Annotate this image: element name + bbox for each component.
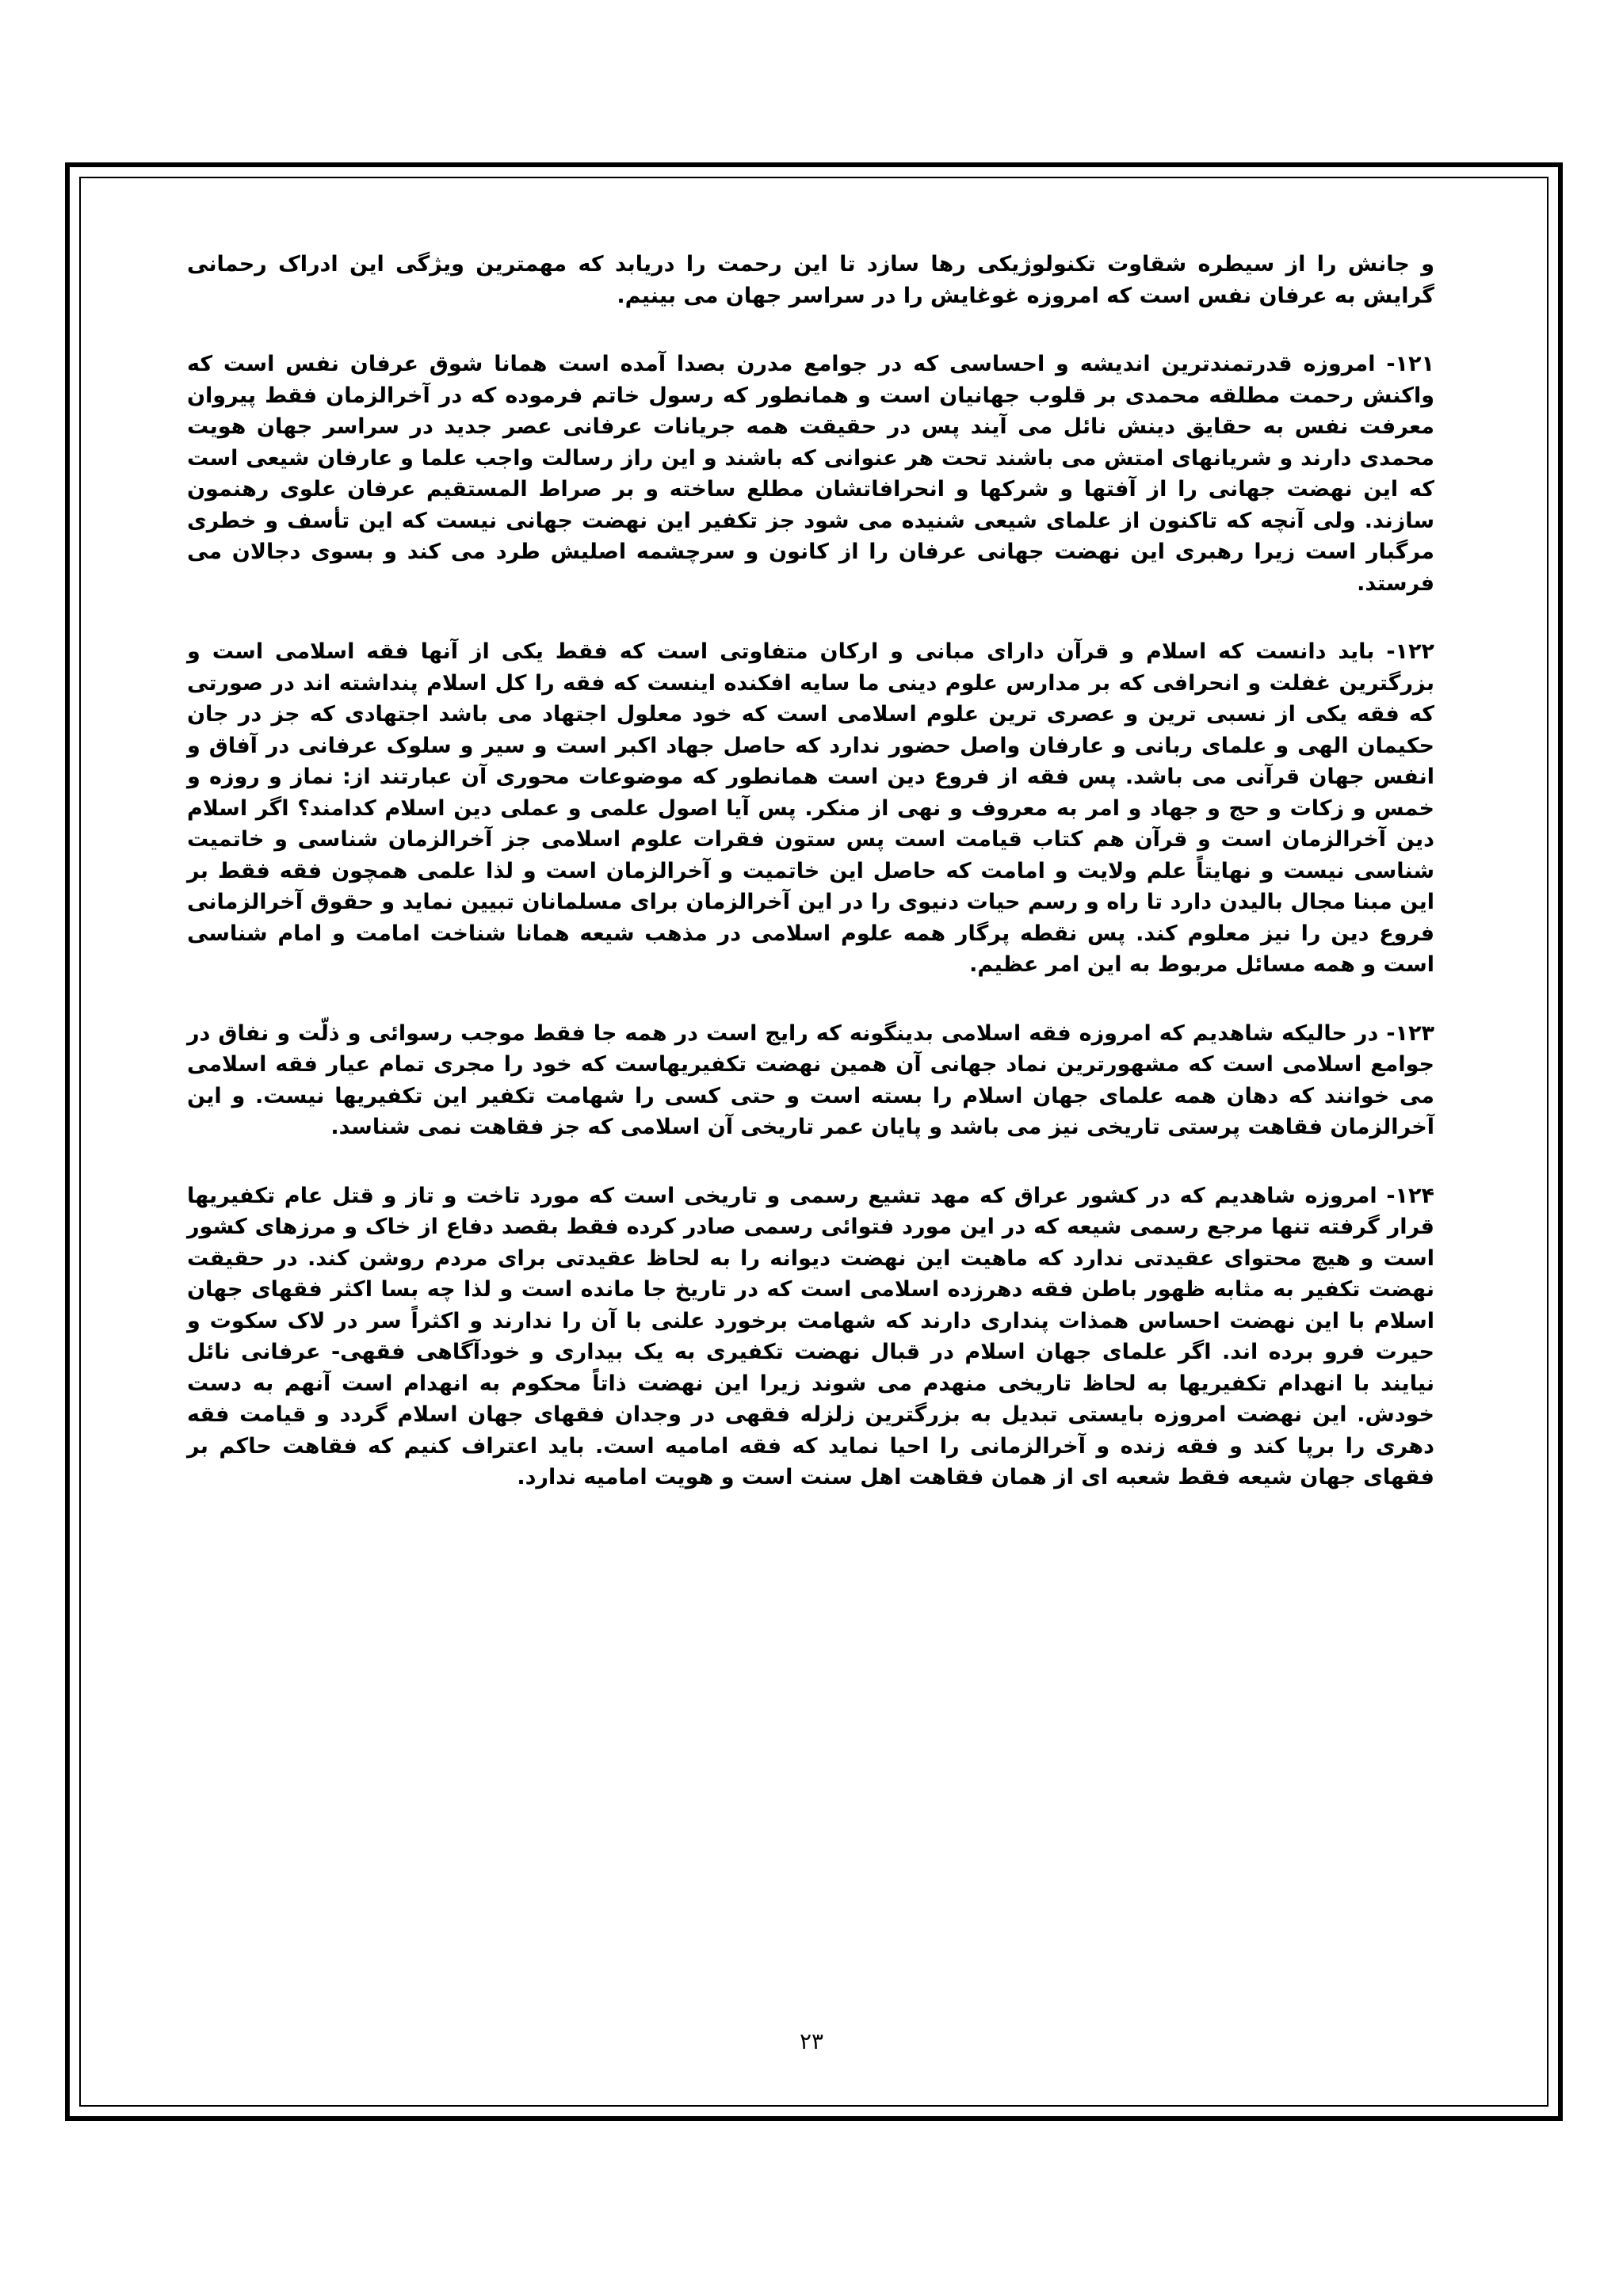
paragraph-continuation: و جانش را از سیطره شقاوت تکنولوژیکی رها سازد تا این رحمت را دریابد که مهمترین ویژگی این ادراک رحمانی گرایش به عرفان نفس است که امروزه غوغایش را در سراسر جهان می بینیم. bbox=[187, 252, 1434, 308]
page-number: ۲۳ bbox=[799, 2028, 824, 2054]
paragraph-122: ۱۲۲- باید دانست که اسلام و قرآن دارای مبانی و ارکان متفاوتی است که فقط یکی از آنها فقه اسلامی است و بزرگترین غفلت و انحرافی که بر مدارس علوم دینی ما سایه افکنده اینست که فقه را کل اسلام پنداشته اند در صورتی که فقه یکی از نسبی ترین و عصری ترین علوم اسلامی است که خود معلول اجتهاد می باشد اجتهادی که جز در جان حکیمان الهی و علمای ربانی و عارفان واصل حضور ندارد که حاصل جهاد اکبر است و سیر و سلوک عرفانی در آفاق و انفس جهان قرآنی می باشد. پس فقه از فروع دین است همانطور که موضوعات محوری آن عبارتند از: نماز و روزه و خمس و زکات و حج و جهاد و امر به معروف و نهی از منکر. پس آیا اصول علمی و عملی دین اسلام کدامند؟ اگر اسلام دین آخرالزمان است و قرآن هم کتاب قیامت است پس ستون فقرات علوم اسلامی جز آخرالزمان شناسی و خاتمیت شناسی نیست و نهایتاً علم ولایت و امامت که حاصل این خاتمیت و آخرالزمان است و لذا علمی همچون فقه فقط بر این مبنا مجال بالیدن دارد تا راه و رسم حیات دنیوی را در این آخرالزمان برای مسلمانان تبیین نماید و حقوق آخرالزمانی فروع دین را نیز معلوم کند. پس نقطه پرگار همه علوم اسلامی در مذهب شیعه همانا شناخت امامت و امام شناسی است و همه مسائل مربوط به این امر عظیم. bbox=[187, 639, 1434, 977]
paragraph-121: ۱۲۱- امروزه قدرتمندترین اندیشه و احساسی که در جوامع مدرن بصدا آمده است همانا شوق عرفان نفس است که واکنش رحمت مطلقه محمدی بر قلوب جهانیان است و همانطور که رسول خاتم فرموده که در آخرالزمان فقط پیروان معرفت نفس به حقایق دینش نائل می آیند پس در حقیقت همه جریانات عرفانی عصر جدید در سراسر جهان هویت محمدی دارند و شریانهای امتش می باشند تحت هر عنوانی که باشند و این راز رسالت واجب علما و عارفان شیعی است که این نهضت جهانی را از آفتها و شرکها و انحرافاتشان مطلع ساخته و بر صراط المستقیم عرفان علوی رهنمون سازند. ولی آنچه که تاکنون از علمای شیعی شنیده می شود جز تکفیر این نهضت جهانی نیست که این تأسف و خطری مرگبار است زیرا رهبری این نهضت جهانی عرفان را از کانون و سرچشمه اصلیش طرد می کند و بسوی دجالان می فرستد. bbox=[187, 352, 1434, 596]
paragraph-124: ۱۲۴- امروزه شاهدیم که در کشور عراق که مهد تشیع رسمی و تاریخی است که مورد تاخت و تاز و قتل عام تکفیریها قرار گرفته تنها مرجع رسمی شیعه که در این مورد فتوائی رسمی صادر کرده فقط بقصد دفاع از خاک و مرزهای کشور است و هیچ محتوای عقیدتی ندارد که ماهیت این نهضت دیوانه را به لحاظ عقیدتی برای مردم روشن کند. در حقیقت نهضت تکفیر به مثابه ظهور باطن فقه دهرزده اسلامی است که در تاریخ جا مانده است و لذا چه بسا اکثر فقهای جهان اسلام با این نهضت احساس همذات پنداری دارند که شهامت برخورد علنی با آن را ندارند و اکثراً سر در لاک سکوت و حیرت فرو برده اند. اگر علمای جهان اسلام در قبال نهضت تکفیری به یک بیداری و خودآگاهی فقهی- عرفانی نائل نیایند با انهدام تکفیریها به لحاظ تاریخی منهدم می شوند زیرا این نهضت ذاتاً محکوم به انهدام است آنهم به دست خودش. این نهضت امروزه بایستی تبدیل به بزرگترین زلزله فقهی در وجدان فقهای جهان اسلام گردد و قیامت فقه دهری را برپا کند و فقه زنده و آخرالزمانی را احیا نماید که فقه امامیه است. باید اعتراف کنیم که فقاهت حاکم بر فقهای جهان شیعه فقط شعبه ای از همان فقاهت اهل سنت است و هویت امامیه ندارد. bbox=[187, 1183, 1434, 1489]
page-body bbox=[187, 249, 1434, 1531]
paragraph-123: ۱۲۳- در حالیکه شاهدیم که امروزه فقه اسلامی بدینگونه که رایج است در همه جا فقط موجب رسوائی و ذلّت و نفاق در جوامع اسلامی است که مشهورترین نماد جهانی آن همین نهضت تکفیریهاست که خود را مجری تمام عیار فقه اسلامی می خوانند که دهان همه علمای جهان اسلام را بسته است و حتی کسی را شهامت تکفیر این تکفیریها نیست. و این آخرالزمان فقاهت پرستی تاریخی نیز می باشد و پایان عمر تاریخی آن اسلامی که جز فقاهت نمی شناسد. bbox=[187, 1020, 1434, 1139]
